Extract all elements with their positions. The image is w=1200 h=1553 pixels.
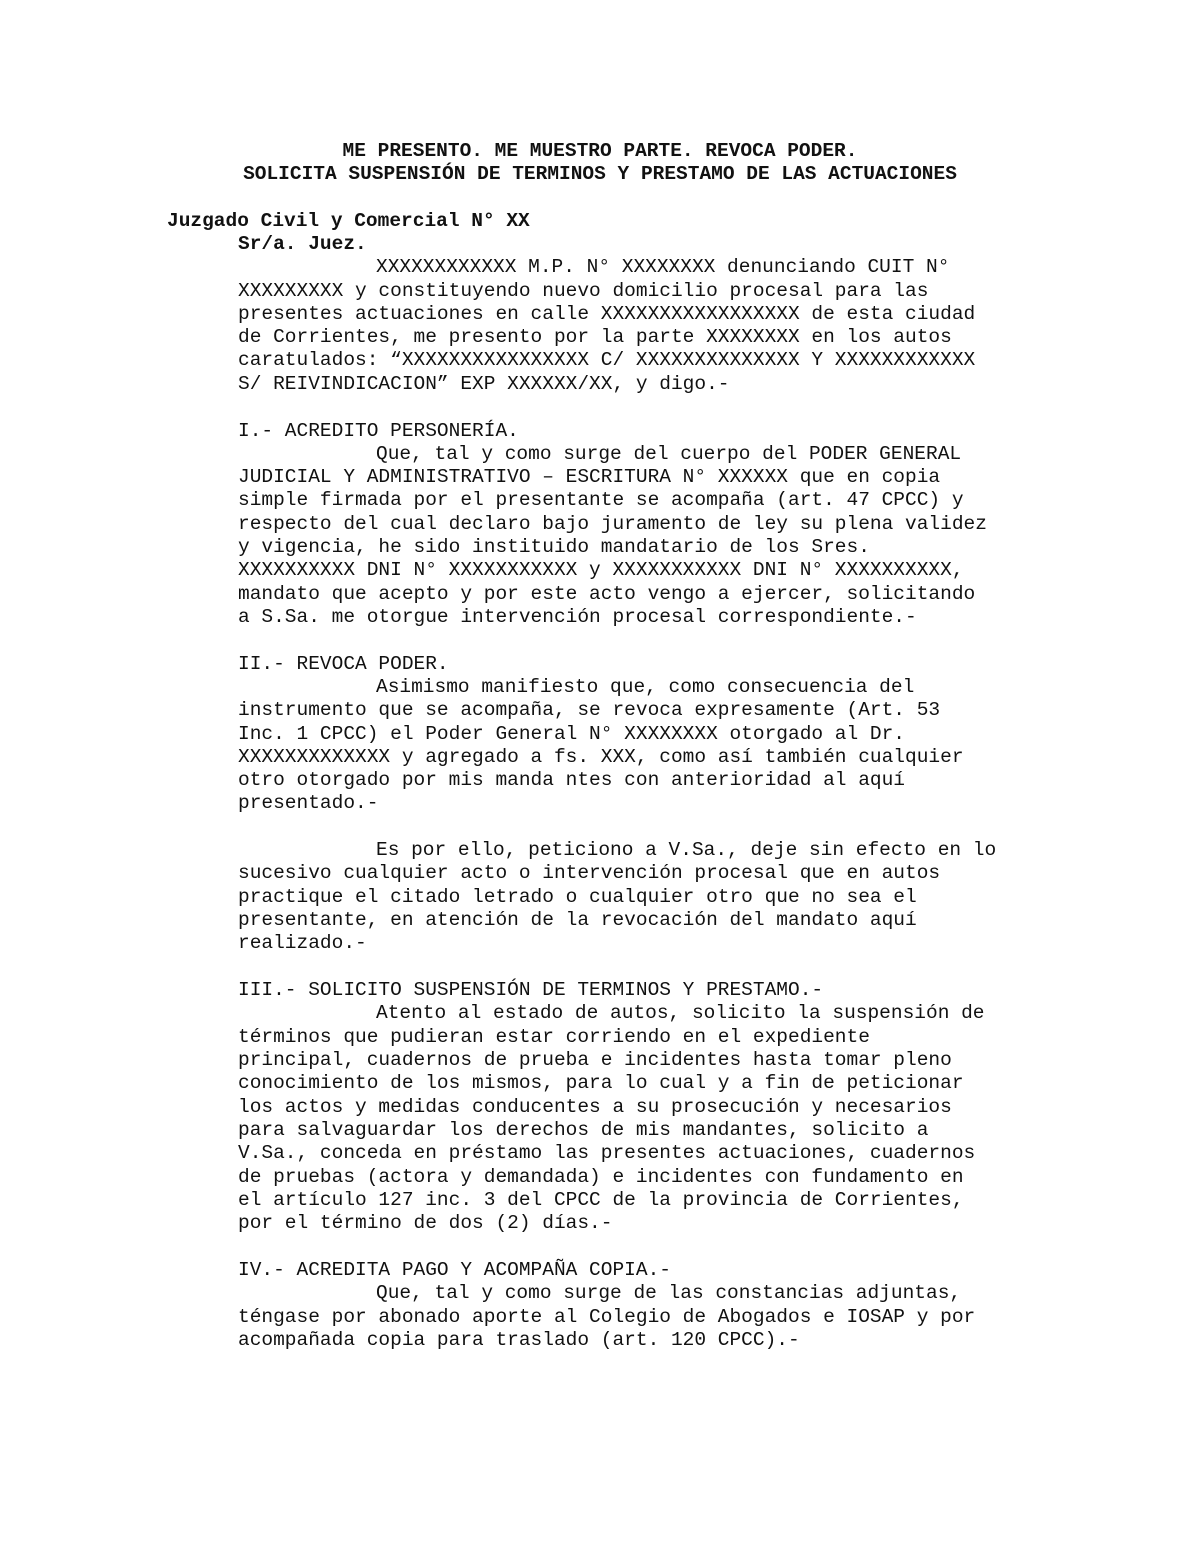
- intro-line: XXXXXXXXX y constituyendo nuevo domicilio procesal para las: [238, 280, 929, 302]
- section-3-line: de pruebas (actora y demandada) e incidentes con fundamento en: [238, 1166, 964, 1188]
- section-2-line: otro otorgado por mis manda ntes con anterioridad al aquí: [238, 769, 906, 791]
- section-4-line: Que, tal y como surge de las constancias adjuntas,: [376, 1282, 962, 1304]
- section-2-heading: II.- REVOCA PODER.: [238, 653, 449, 675]
- section-3-line: Atento al estado de autos, solicito la suspensión de: [376, 1002, 985, 1024]
- section-3-line: principal, cuadernos de prueba e incidentes hasta tomar pleno: [238, 1049, 952, 1071]
- section-2-line: sucesivo cualquier acto o intervención procesal que en autos: [238, 862, 941, 884]
- document-title-line-2: SOLICITA SUSPENSIÓN DE TERMINOS Y PRESTAMO DE LAS ACTUACIONES: [243, 163, 957, 185]
- section-1-line: y vigencia, he sido instituido mandatario de los Sres.: [238, 536, 870, 558]
- section-3-line: términos que pudieran estar corriendo en el expediente: [238, 1026, 870, 1048]
- section-4-line: téngase por abonado aporte al Colegio de Abogados e IOSAP y por: [238, 1306, 976, 1328]
- section-1-line: respecto del cual declaro bajo juramento de ley su plena validez: [238, 513, 987, 535]
- addressee: Sr/a. Juez.: [238, 233, 367, 255]
- section-2-line: Es por ello, peticiono a V.Sa., deje sin efecto en lo: [376, 839, 997, 861]
- section-3-line: por el término de dos (2) días.-: [238, 1212, 613, 1234]
- section-3-line: el artículo 127 inc. 3 del CPCC de la provincia de Corrientes,: [238, 1189, 964, 1211]
- section-2-line: practique el citado letrado o cualquier otro que no sea el: [238, 886, 917, 908]
- court-name: Juzgado Civil y Comercial N° XX: [167, 210, 530, 232]
- section-1-line: XXXXXXXXXX DNI N° XXXXXXXXXXX y XXXXXXXXXXX DNI N° XXXXXXXXXX,: [238, 559, 964, 581]
- section-3-line: V.Sa., conceda en préstamo las presentes actuaciones, cuadernos: [238, 1142, 976, 1164]
- intro-line: de Corrientes, me presento por la parte XXXXXXXX en los autos: [238, 326, 952, 348]
- section-3-line: para salvaguardar los derechos de mis mandantes, solicito a: [238, 1119, 929, 1141]
- section-1-heading: I.- ACREDITO PERSONERÍA.: [238, 420, 519, 442]
- section-2-line: Inc. 1 CPCC) el Poder General N° XXXXXXXX otorgado al Dr.: [238, 723, 906, 745]
- section-1-line: mandato que acepto y por este acto vengo a ejercer, solicitando: [238, 583, 976, 605]
- section-1-line: Que, tal y como surge del cuerpo del PODER GENERAL: [376, 443, 962, 465]
- section-1-line: simple firmada por el presentante se acompaña (art. 47 CPCC) y: [238, 489, 964, 511]
- intro-line: XXXXXXXXXXXX M.P. N° XXXXXXXX denunciando CUIT N°: [376, 256, 950, 278]
- section-2-line: Asimismo manifiesto que, como consecuencia del: [376, 676, 915, 698]
- intro-line: presentes actuaciones en calle XXXXXXXXXXXXXXXXX de esta ciudad: [238, 303, 976, 325]
- intro-line: S/ REIVINDICACION” EXP XXXXXX/XX, y digo.-: [238, 373, 730, 395]
- document-title-line-1: ME PRESENTO. ME MUESTRO PARTE. REVOCA PODER.: [342, 140, 858, 162]
- section-2-line: presentado.-: [238, 792, 379, 814]
- section-3-line: conocimiento de los mismos, para lo cual y a fin de peticionar: [238, 1072, 964, 1094]
- section-3-line: los actos y medidas conducentes a su prosecución y necesarios: [238, 1096, 952, 1118]
- section-1-line: a S.Sa. me otorgue intervención procesal correspondiente.-: [238, 606, 917, 628]
- section-1-line: JUDICIAL Y ADMINISTRATIVO – ESCRITURA N° XXXXXX que en copia: [238, 466, 941, 488]
- section-4-line: acompañada copia para traslado (art. 120 CPCC).-: [238, 1329, 800, 1351]
- section-2-line: XXXXXXXXXXXXX y agregado a fs. XXX, como así también cualquier: [238, 746, 964, 768]
- section-4-heading: IV.- ACREDITA PAGO Y ACOMPAÑA COPIA.-: [238, 1259, 671, 1281]
- section-3-heading: III.- SOLICITO SUSPENSIÓN DE TERMINOS Y PRESTAMO.-: [238, 979, 824, 1001]
- section-2-line: instrumento que se acompaña, se revoca expresamente (Art. 53: [238, 699, 941, 721]
- section-2-line: presentante, en atención de la revocación del mandato aquí: [238, 909, 917, 931]
- section-2-line: realizado.-: [238, 932, 367, 954]
- intro-line: caratulados: “XXXXXXXXXXXXXXXX C/ XXXXXXXXXXXXXX Y XXXXXXXXXXXX: [238, 349, 976, 371]
